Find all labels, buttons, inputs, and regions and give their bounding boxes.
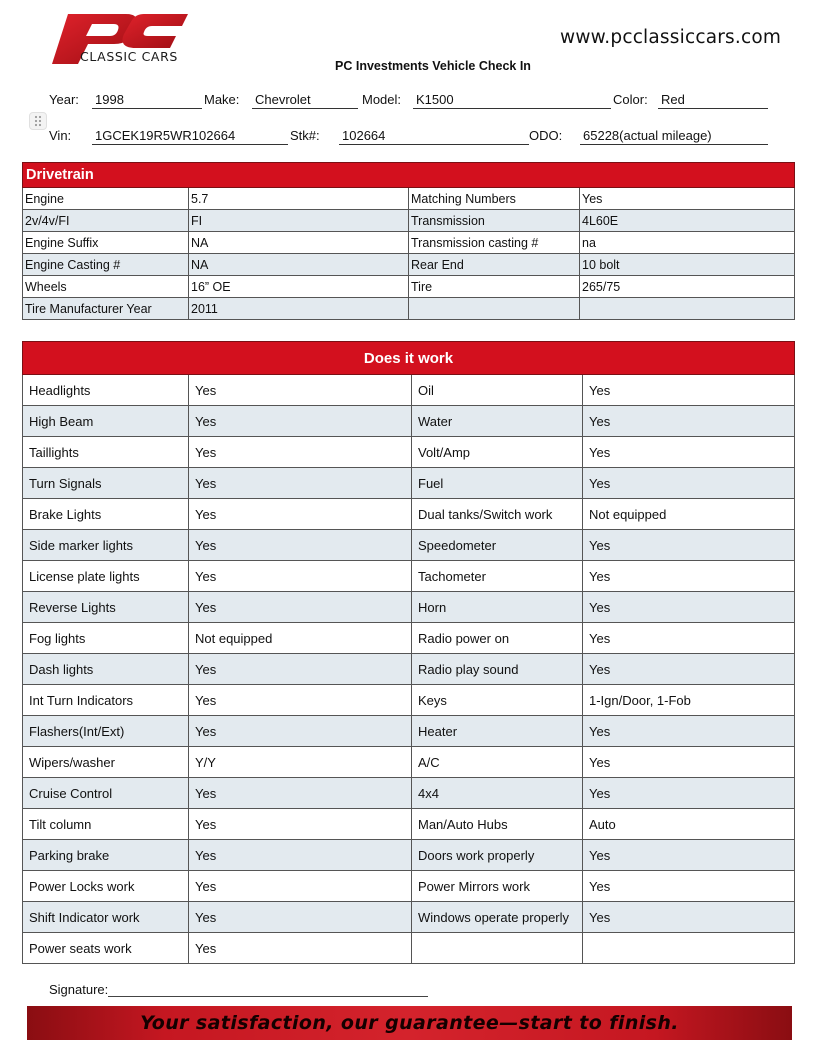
item-label: Headlights xyxy=(23,375,189,406)
check-row xyxy=(23,716,795,747)
item-value[interactable]: Yes xyxy=(189,778,412,809)
item-label: Keys xyxy=(412,685,583,716)
item-label: 4x4 xyxy=(412,778,583,809)
item-label: Tachometer xyxy=(412,561,583,592)
odo-field[interactable]: 65228(actual mileage) xyxy=(580,128,768,145)
item-label xyxy=(412,933,583,964)
item-value[interactable]: Auto xyxy=(583,809,795,840)
make-field[interactable]: Chevrolet xyxy=(252,92,358,109)
check-row xyxy=(23,468,795,499)
item-label: Radio play sound xyxy=(412,654,583,685)
guarantee-banner xyxy=(27,1006,792,1040)
item-value[interactable]: 16” OE xyxy=(189,276,409,298)
item-value[interactable]: 10 bolt xyxy=(580,254,795,276)
item-label: Power seats work xyxy=(23,933,189,964)
page-title: PC Investments Vehicle Check In xyxy=(335,59,531,73)
item-label: Rear End xyxy=(409,254,580,276)
item-value[interactable]: Yes xyxy=(189,716,412,747)
year-field[interactable]: 1998 xyxy=(92,92,202,109)
stk-label: Stk#: xyxy=(290,128,320,143)
item-label: Water xyxy=(412,406,583,437)
check-row xyxy=(23,375,795,406)
item-label: Dual tanks/Switch work xyxy=(412,499,583,530)
check-row xyxy=(23,685,795,716)
item-value[interactable]: na xyxy=(580,232,795,254)
check-row xyxy=(23,561,795,592)
item-label: Windows operate properly xyxy=(412,902,583,933)
item-label: Fog lights xyxy=(23,623,189,654)
item-value[interactable]: Yes xyxy=(583,902,795,933)
item-label: High Beam xyxy=(23,406,189,437)
item-label: Brake Lights xyxy=(23,499,189,530)
item-label: Engine xyxy=(23,188,189,210)
item-value[interactable]: Not equipped xyxy=(189,623,412,654)
item-label: Shift Indicator work xyxy=(23,902,189,933)
item-label: Tire xyxy=(409,276,580,298)
check-row xyxy=(23,778,795,809)
item-label: Speedometer xyxy=(412,530,583,561)
stk-field[interactable]: 102664 xyxy=(339,128,529,145)
check-row xyxy=(23,406,795,437)
item-label: Transmission casting # xyxy=(409,232,580,254)
item-value[interactable]: FI xyxy=(189,210,409,232)
item-label: 2v/4v/FI xyxy=(23,210,189,232)
item-value[interactable]: 2011 xyxy=(189,298,409,320)
item-value[interactable]: Yes xyxy=(189,375,412,406)
item-value[interactable]: Yes xyxy=(189,530,412,561)
drivetrain-title: Drivetrain xyxy=(23,163,795,188)
item-value[interactable]: Yes xyxy=(189,933,412,964)
item-label: Radio power on xyxy=(412,623,583,654)
item-label: Tilt column xyxy=(23,809,189,840)
item-value[interactable]: Yes xyxy=(189,685,412,716)
item-label: Tire Manufacturer Year xyxy=(23,298,189,320)
check-row xyxy=(23,747,795,778)
odo-label: ODO: xyxy=(529,128,563,143)
item-value[interactable]: Yes xyxy=(583,406,795,437)
item-value[interactable]: Yes xyxy=(583,468,795,499)
check-row xyxy=(23,933,795,964)
item-value[interactable]: Yes xyxy=(583,530,795,561)
signature-line[interactable] xyxy=(108,996,428,997)
item-value[interactable]: Y/Y xyxy=(189,747,412,778)
check-row xyxy=(23,902,795,933)
check-row xyxy=(23,499,795,530)
item-value[interactable]: Yes xyxy=(189,561,412,592)
item-label: Wipers/washer xyxy=(23,747,189,778)
item-value[interactable]: Yes xyxy=(189,871,412,902)
item-label: Man/Auto Hubs xyxy=(412,809,583,840)
color-field[interactable]: Red xyxy=(658,92,768,109)
signature-label: Signature: xyxy=(49,982,109,997)
website-link[interactable]: www.pcclassiccars.com xyxy=(560,27,782,48)
item-value[interactable] xyxy=(583,933,795,964)
item-label: Fuel xyxy=(412,468,583,499)
item-label: Engine Suffix xyxy=(23,232,189,254)
color-label: Color: xyxy=(613,92,648,107)
model-label: Model: xyxy=(362,92,402,107)
year-label: Year: xyxy=(49,92,79,107)
logo-text: CLASSIC CARS xyxy=(80,49,178,64)
item-label: Parking brake xyxy=(23,840,189,871)
item-label: Reverse Lights xyxy=(23,592,189,623)
vin-label: Vin: xyxy=(49,128,72,143)
drag-handle-icon[interactable] xyxy=(29,112,47,130)
item-value[interactable]: NA xyxy=(189,232,409,254)
item-value[interactable]: Yes xyxy=(583,592,795,623)
item-value[interactable]: Yes xyxy=(583,654,795,685)
item-value[interactable]: Yes xyxy=(189,468,412,499)
item-label: Engine Casting # xyxy=(23,254,189,276)
item-label: Transmission xyxy=(409,210,580,232)
check-row xyxy=(23,437,795,468)
item-label: Horn xyxy=(412,592,583,623)
check-row xyxy=(23,871,795,902)
item-value[interactable]: Yes xyxy=(580,188,795,210)
item-label: Int Turn Indicators xyxy=(23,685,189,716)
item-value[interactable]: Yes xyxy=(189,406,412,437)
item-label: Turn Signals xyxy=(23,468,189,499)
item-value[interactable]: Yes xyxy=(583,747,795,778)
item-value[interactable]: Yes xyxy=(583,871,795,902)
make-label: Make: xyxy=(204,92,240,107)
item-value[interactable]: Yes xyxy=(189,809,412,840)
check-row xyxy=(23,592,795,623)
item-value[interactable]: Yes xyxy=(189,592,412,623)
check-row xyxy=(23,623,795,654)
drivetrain-row xyxy=(23,210,795,232)
item-value[interactable]: 5.7 xyxy=(189,188,409,210)
item-label: Power Locks work xyxy=(23,871,189,902)
item-label: Oil xyxy=(412,375,583,406)
item-label: Taillights xyxy=(23,437,189,468)
item-label: Dash lights xyxy=(23,654,189,685)
banner-text: Your satisfaction, our guarantee—start to finish. xyxy=(140,1012,679,1034)
item-value[interactable]: Yes xyxy=(583,561,795,592)
check-row xyxy=(23,654,795,685)
item-value[interactable]: Yes xyxy=(583,437,795,468)
item-value[interactable] xyxy=(580,298,795,320)
drivetrain-row xyxy=(23,276,795,298)
item-value[interactable]: Yes xyxy=(583,840,795,871)
drivetrain-row xyxy=(23,298,795,320)
item-value[interactable]: Yes xyxy=(189,499,412,530)
item-value[interactable]: Yes xyxy=(583,375,795,406)
check-row xyxy=(23,809,795,840)
does-it-work-title: Does it work xyxy=(23,342,795,375)
drivetrain-table xyxy=(22,162,794,320)
check-row xyxy=(23,840,795,871)
item-label: Volt/Amp xyxy=(412,437,583,468)
item-value[interactable]: Yes xyxy=(189,902,412,933)
item-value[interactable]: 265/75 xyxy=(580,276,795,298)
item-label: Flashers(Int/Ext) xyxy=(23,716,189,747)
item-label: Doors work properly xyxy=(412,840,583,871)
item-value[interactable]: Yes xyxy=(583,778,795,809)
drivetrain-row xyxy=(23,254,795,276)
item-label: Matching Numbers xyxy=(409,188,580,210)
item-value[interactable]: Yes xyxy=(189,654,412,685)
item-value[interactable]: NA xyxy=(189,254,409,276)
item-label: A/C xyxy=(412,747,583,778)
item-label: Power Mirrors work xyxy=(412,871,583,902)
item-value[interactable]: Yes xyxy=(189,840,412,871)
drivetrain-row xyxy=(23,232,795,254)
item-label: Heater xyxy=(412,716,583,747)
item-value[interactable]: Not equipped xyxy=(583,499,795,530)
item-value[interactable]: Yes xyxy=(189,437,412,468)
item-value[interactable]: Yes xyxy=(583,716,795,747)
check-row xyxy=(23,530,795,561)
item-label: Wheels xyxy=(23,276,189,298)
item-label xyxy=(409,298,580,320)
item-label: Cruise Control xyxy=(23,778,189,809)
does-it-work-table xyxy=(22,341,794,964)
item-value[interactable]: Yes xyxy=(583,623,795,654)
item-value[interactable]: 1-Ign/Door, 1-Fob xyxy=(583,685,795,716)
item-value[interactable]: 4L60E xyxy=(580,210,795,232)
drivetrain-row xyxy=(23,188,795,210)
item-label: License plate lights xyxy=(23,561,189,592)
item-label: Side marker lights xyxy=(23,530,189,561)
vin-field[interactable]: 1GCEK19R5WR102664 xyxy=(92,128,288,145)
model-field[interactable]: K1500 xyxy=(413,92,611,109)
